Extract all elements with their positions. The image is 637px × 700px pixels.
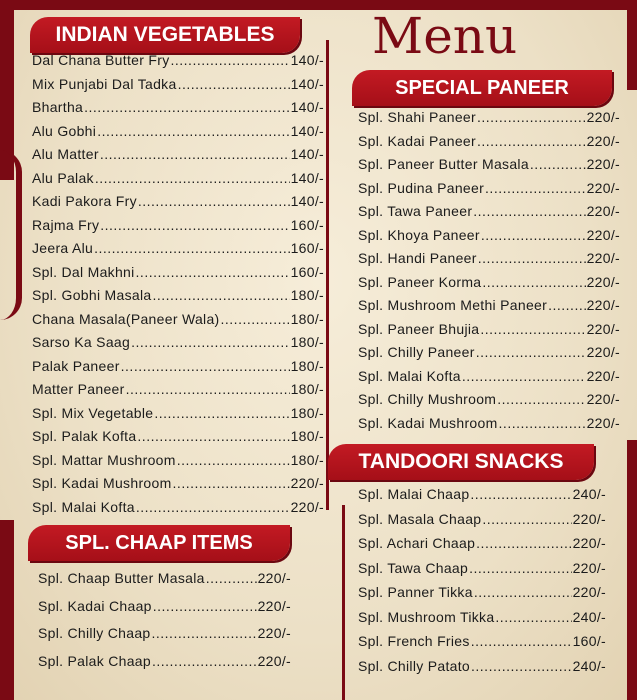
menu-item — [358, 203, 620, 227]
menu-item-price: 220/- — [586, 414, 620, 431]
menu-item-name: Spl. Chaap Butter Masala — [38, 570, 205, 586]
menu-item-price: 180/- — [290, 381, 324, 397]
menu-item — [358, 609, 606, 634]
dot-leader — [153, 598, 257, 614]
menu-item-name: Spl. Dal Makhni — [32, 263, 135, 280]
menu-item-price: 160/- — [290, 263, 324, 280]
menu-item-name: Matter Paneer — [32, 381, 125, 397]
menu-item-name: Bhartha — [32, 99, 84, 115]
dot-leader — [136, 264, 290, 280]
menu-item — [358, 658, 606, 683]
menu-item — [32, 170, 324, 194]
menu-item-price: 220/- — [586, 297, 620, 313]
menu-item-price: 140/- — [290, 169, 324, 186]
menu-item-name: Spl. Mushroom Methi Paneer — [358, 297, 548, 313]
menu-item-price: 240/- — [572, 608, 606, 625]
menu-item-price: 140/- — [290, 122, 324, 139]
frame-border-right-lower — [627, 440, 637, 700]
menu-item-price: 220/- — [586, 132, 620, 149]
menu-item — [32, 475, 324, 499]
menu-item-name: Spl. Palak Kofta — [32, 428, 137, 444]
menu-item-name: Spl. Paneer Bhujia — [358, 320, 480, 337]
menu-item-price: 180/- — [290, 334, 324, 350]
menu-item — [32, 358, 324, 382]
dot-leader — [477, 109, 586, 125]
menu-item-price: 220/- — [257, 652, 291, 669]
menu-item-price: 180/- — [290, 451, 324, 468]
menu-item — [32, 123, 324, 147]
menu-item-name: Spl. Tawa Chaap — [358, 559, 469, 576]
menu-item — [358, 511, 606, 536]
menu-item-name: Spl. Kadai Paneer — [358, 132, 476, 149]
dot-leader — [173, 475, 290, 491]
dot-leader — [477, 133, 586, 149]
dot-leader — [471, 658, 572, 674]
dot-leader — [476, 344, 586, 360]
menu-item-name: Dal Chana Butter Fry — [32, 52, 170, 68]
menu-item-name: Jeera Alu — [32, 240, 94, 256]
menu-item-price: 220/- — [586, 273, 620, 290]
dot-leader — [482, 511, 571, 527]
menu-item — [32, 240, 324, 264]
menu-item-price: 160/- — [572, 633, 606, 649]
dot-leader — [478, 250, 586, 266]
menu-item — [358, 321, 620, 345]
menu-item — [32, 264, 324, 288]
menu-item — [358, 486, 606, 511]
menu-item — [358, 180, 620, 204]
menu-item-name: Spl. French Fries — [358, 633, 470, 649]
menu-item-price: 220/- — [586, 391, 620, 407]
dot-leader — [470, 486, 571, 502]
menu-item-name: Chana Masala(Paneer Wala) — [32, 310, 220, 327]
menu-item-price: 220/- — [572, 535, 606, 551]
menu-item-name: Spl. Gobhi Masala — [32, 287, 152, 303]
dot-leader — [221, 311, 290, 327]
dot-leader — [206, 570, 257, 586]
dot-leader — [530, 156, 586, 172]
menu-item-price: 160/- — [290, 240, 324, 256]
menu-item-name: Spl. Achari Chaap — [358, 535, 476, 551]
menu-item-name: Rajma Fry — [32, 216, 100, 233]
dot-leader — [100, 146, 290, 162]
menu-item-price: 240/- — [572, 486, 606, 502]
menu-item-name: Spl. Paneer Korma — [358, 273, 482, 290]
dot-leader — [137, 428, 289, 444]
dot-leader — [476, 535, 571, 551]
dot-leader — [497, 391, 585, 407]
menu-item-name: Spl. Malai Chaap — [358, 486, 470, 502]
menu-item-name: Spl. Palak Chaap — [38, 652, 151, 669]
menu-item-price: 220/- — [290, 498, 324, 515]
menu-item — [358, 156, 620, 180]
menu-item-price: 220/- — [572, 584, 606, 600]
menu-item-price: 220/- — [572, 510, 606, 527]
menu-item — [32, 217, 324, 241]
dot-leader — [131, 334, 290, 350]
menu-item-price: 220/- — [586, 226, 620, 243]
menu-item-price: 140/- — [290, 99, 324, 115]
menu-item-price: 240/- — [572, 657, 606, 674]
dot-leader — [126, 381, 290, 397]
menu-item-price: 220/- — [257, 597, 291, 614]
menu-item-price: 220/- — [586, 367, 620, 384]
menu-item — [32, 452, 324, 476]
menu-item-name: Spl. Mattar Mushroom — [32, 451, 176, 468]
dot-leader — [152, 653, 257, 669]
special-paneer-heading: SPECIAL PANEER — [352, 70, 612, 106]
dot-leader — [471, 633, 572, 649]
menu-item — [358, 584, 606, 609]
frame-border-right — [627, 0, 637, 90]
menu-item-price: 180/- — [290, 357, 324, 374]
menu-item — [32, 499, 324, 523]
menu-item — [38, 653, 291, 681]
menu-item-price: 140/- — [290, 75, 324, 92]
menu-item-name: Spl. Panner Tikka — [358, 584, 473, 600]
dot-leader — [462, 368, 586, 384]
menu-item-name: Mix Punjabi Dal Tadka — [32, 75, 177, 92]
menu-item — [358, 535, 606, 560]
menu-item — [38, 570, 291, 598]
menu-item-price: 220/- — [586, 109, 620, 125]
tandoori-snacks-heading: TANDOORI SNACKS — [328, 444, 594, 480]
menu-item — [358, 344, 620, 368]
dot-leader — [154, 405, 289, 421]
menu-item — [358, 633, 606, 658]
menu-item — [358, 109, 620, 133]
dot-leader — [473, 203, 585, 219]
menu-item-name: Spl. Chilly Paneer — [358, 344, 475, 360]
menu-item — [32, 76, 324, 100]
menu-item-price: 180/- — [290, 287, 324, 303]
dot-leader — [499, 415, 586, 431]
menu-item-name: Spl. Khoya Paneer — [358, 226, 480, 243]
menu-item-name: Spl. Chilly Mushroom — [358, 391, 497, 407]
dot-leader — [178, 76, 290, 92]
menu-item-name: Spl. Paneer Butter Masala — [358, 156, 529, 172]
dot-leader — [469, 560, 571, 576]
menu-item — [32, 99, 324, 123]
menu-item-name: Spl. Malai Kofta — [32, 498, 135, 515]
dot-leader — [152, 625, 257, 641]
menu-item-name: Sarso Ka Saag — [32, 334, 131, 350]
menu-item-price: 180/- — [290, 310, 324, 327]
dot-leader — [485, 180, 586, 196]
menu-item-name: Kadi Pakora Fry — [32, 193, 137, 209]
dot-leader — [495, 609, 571, 625]
dot-leader — [480, 321, 585, 337]
dot-leader — [94, 240, 290, 256]
column-divider — [326, 40, 329, 510]
dot-leader — [481, 227, 586, 243]
menu-item — [32, 287, 324, 311]
menu-item — [32, 311, 324, 335]
menu-item — [358, 368, 620, 392]
menu-item-name: Spl. Masala Chaap — [358, 510, 482, 527]
menu-item — [358, 133, 620, 157]
menu-item-price: 220/- — [257, 570, 291, 586]
menu-item-price: 220/- — [572, 559, 606, 576]
menu-item-price: 180/- — [290, 428, 324, 444]
menu-item-name: Spl. Tawa Paneer — [358, 203, 473, 219]
dot-leader — [97, 123, 289, 139]
menu-item-name: Alu Matter — [32, 146, 99, 162]
menu-item-price: 140/- — [290, 146, 324, 162]
menu-item-name: Spl. Kadai Chaap — [38, 597, 152, 614]
menu-item — [32, 52, 324, 76]
menu-item-name: Spl. Kadai Mushroom — [358, 414, 498, 431]
dot-leader — [95, 170, 290, 186]
menu-item-price: 220/- — [586, 179, 620, 196]
menu-item — [358, 415, 620, 439]
menu-item — [32, 146, 324, 170]
tandoori-snacks-list — [358, 486, 606, 682]
menu-item — [38, 598, 291, 626]
menu-item-price: 220/- — [586, 203, 620, 219]
menu-item-price: 220/- — [290, 475, 324, 491]
dot-leader — [136, 499, 290, 515]
menu-item-price: 220/- — [257, 625, 291, 641]
frame-border-left-lower — [0, 520, 14, 700]
menu-item-name: Spl. Handi Paneer — [358, 250, 477, 266]
menu-item-name: Spl. Shahi Paneer — [358, 109, 476, 125]
dot-leader — [548, 297, 585, 313]
chaap-items-heading: SPL. CHAAP ITEMS — [28, 525, 290, 561]
menu-item — [358, 391, 620, 415]
menu-item — [358, 227, 620, 251]
dot-leader — [171, 52, 290, 68]
dot-leader — [153, 287, 290, 303]
chaap-items-list — [38, 570, 291, 680]
dot-leader — [84, 99, 289, 115]
menu-item — [358, 297, 620, 321]
dot-leader — [177, 452, 290, 468]
menu-item-name: Spl. Mushroom Tikka — [358, 608, 495, 625]
dot-leader — [100, 217, 289, 233]
menu-item-price: 180/- — [290, 404, 324, 421]
menu-item-name: Spl. Chilly Patato — [358, 657, 471, 674]
menu-item — [38, 625, 291, 653]
menu-item-price: 220/- — [586, 344, 620, 360]
menu-item-price: 220/- — [586, 250, 620, 266]
menu-item-price: 140/- — [290, 52, 324, 68]
menu-item-price: 220/- — [586, 156, 620, 172]
menu-item — [32, 334, 324, 358]
menu-item-name: Spl. Pudina Paneer — [358, 179, 485, 196]
menu-item — [32, 193, 324, 217]
frame-border-top — [0, 0, 637, 10]
special-paneer-list — [358, 109, 620, 438]
menu-item — [32, 381, 324, 405]
menu-item-name: Spl. Mix Vegetable — [32, 404, 154, 421]
dot-leader — [138, 193, 290, 209]
dot-leader — [474, 584, 572, 600]
menu-item-price: 140/- — [290, 193, 324, 209]
menu-item-name: Spl. Malai Kofta — [358, 367, 461, 384]
menu-item-name: Spl. Kadai Mushroom — [32, 475, 172, 491]
menu-title: Menu — [372, 7, 518, 65]
menu-item-name: Alu Palak — [32, 169, 94, 186]
indian-vegetables-list — [32, 52, 324, 522]
menu-item-price: 160/- — [290, 216, 324, 233]
menu-item — [358, 250, 620, 274]
menu-item-price: 220/- — [586, 320, 620, 337]
frame-swirl-left — [0, 150, 22, 320]
indian-vegetables-heading: INDIAN VEGETABLES — [30, 17, 300, 53]
column-divider-lower — [342, 505, 345, 700]
menu-item — [358, 560, 606, 585]
menu-item-name: Alu Gobhi — [32, 122, 97, 139]
menu-item — [32, 405, 324, 429]
menu-item-name: Palak Paneer — [32, 357, 120, 374]
dot-leader — [482, 274, 585, 290]
menu-item-name: Spl. Chilly Chaap — [38, 625, 151, 641]
menu-item — [358, 274, 620, 298]
menu-item — [32, 428, 324, 452]
dot-leader — [121, 358, 290, 374]
